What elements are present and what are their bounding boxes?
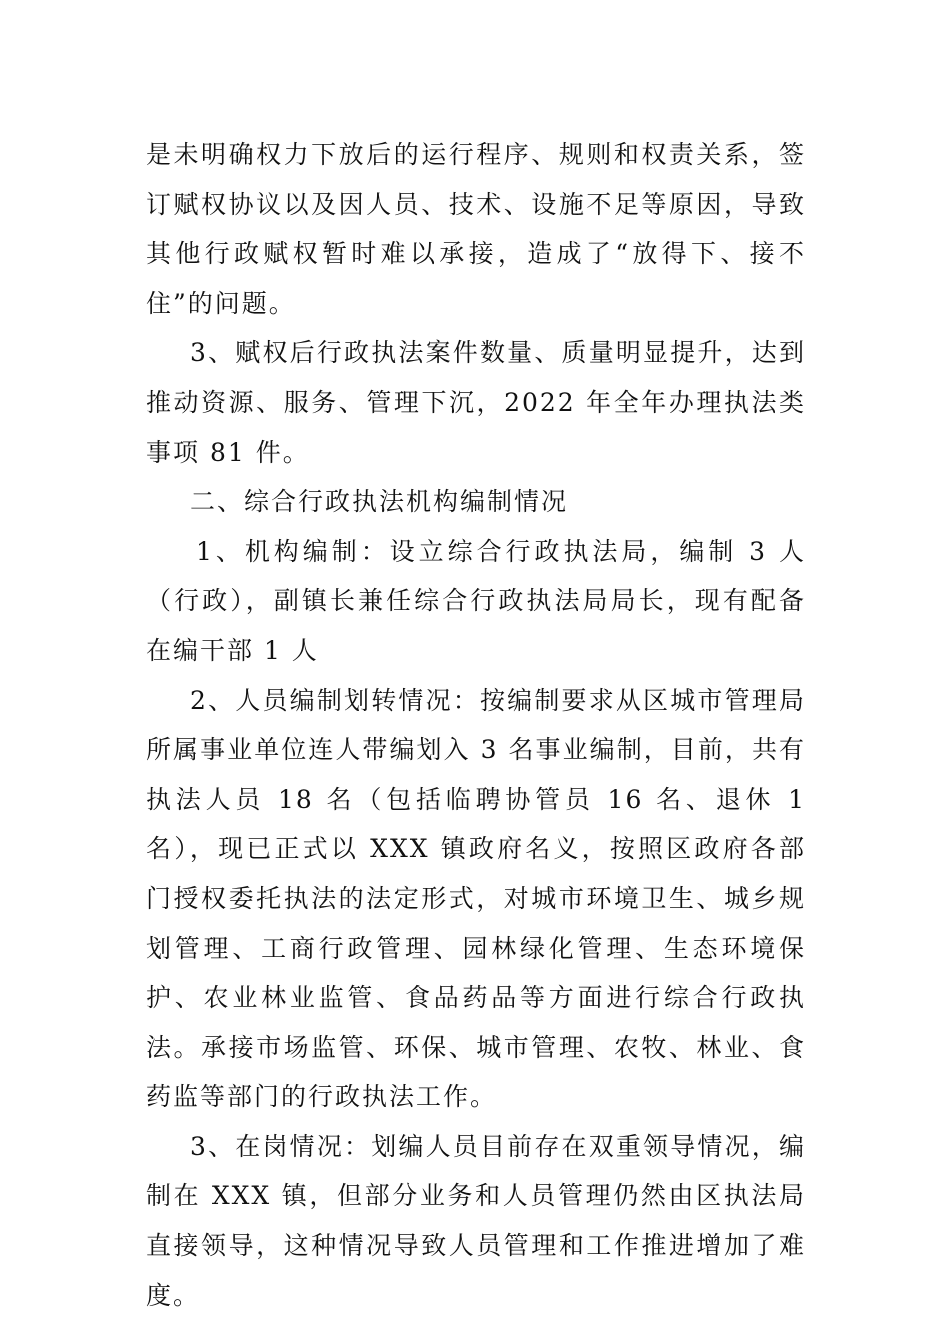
paragraph-item-1-organization: 1、机构编制：设立综合行政执法局，编制 3 人（行政），副镇长兼任综合行政执法局局长，现有配备在编干部 1 人 — [146, 536, 806, 665]
paragraph-item-3-on-duty: 3、在岗情况：划编人员目前存在双重领导情况，编制在 XXX 镇，但部分业务和人员管理仍然由区执法局直接领导，这种情况导致人员管理和工作推进增加了难度。 — [146, 1131, 806, 1310]
paragraph-item-2-staffing: 2、人员编制划转情况：按编制要求从区城市管理局所属事业单位连人带编划入 3 名事业编制，目前，共有执法人员 18 名（包括临聘协管员 16 名、退休 1 名），现已正式以 XXX 镇政府名义，按照区政府各部门授权委托执法的法定形式，对城市环境卫生、城乡规划管理、工商行政管理、园林绿化管理、生态环境保护、农业林业监管、食品药品等方面进行综合行政执法。承接市场监管、环保、城市管理、农牧、林业、食药监等部门的行政执法工作。 — [146, 685, 806, 1112]
document-body — [146, 130, 806, 1320]
section-heading-2: 二、综合行政执法机构编制情况 — [190, 487, 569, 517]
paragraph-item-3-empowerment: 3、赋权后行政执法案件数量、质量明显提升，达到推动资源、服务、管理下沉，2022 年全年办理执法类事项 81 件。 — [146, 338, 806, 467]
paragraph-continuation: 是未明确权力下放后的运行程序、规则和权责关系，签订赋权协议以及因人员、技术、设施不足等原因，导致其他行政赋权暂时难以承接，造成了“放得下、接不住”的问题。 — [146, 140, 806, 318]
